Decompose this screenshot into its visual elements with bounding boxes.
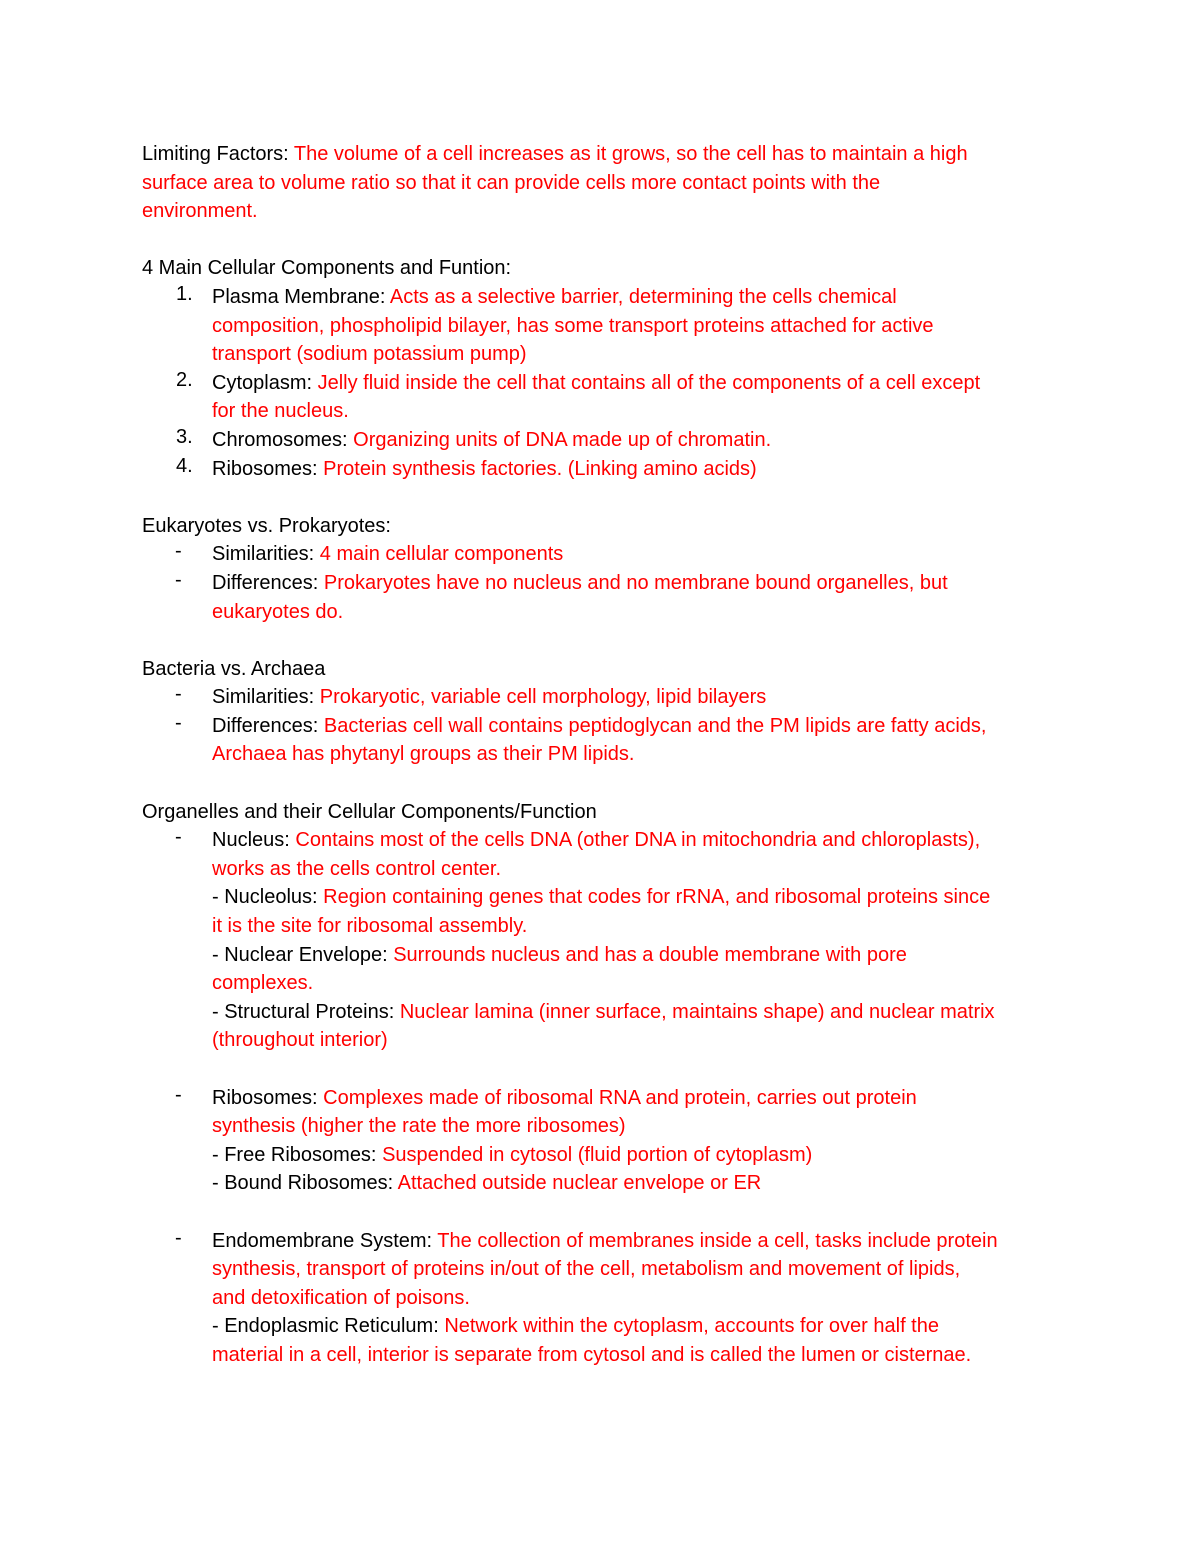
sub-label: - Endoplasmic Reticulum: [212,1315,445,1338]
item-label: Ribosomes: [212,457,324,480]
list-item-ribosomes [142,1084,1082,1198]
sub-label: - Nucleolus: [212,886,324,909]
organelles-heading: Organelles and their Cellular Components/Function [142,800,597,823]
item-text: Complexes made of ribosomal RNA and protein, carries out protein [323,1086,917,1109]
item-label: Chromosomes: [212,428,354,451]
dash-bullet: - [175,540,182,563]
dash-bullet: - [175,826,182,849]
list-item-nucleus [142,826,1082,1055]
dash-bullet: - [175,1226,182,1249]
item-text: Archaea has phytanyl groups as their PM lipids. [212,743,635,766]
item-text: Jelly fluid inside the cell that contains all of the components of a cell except [317,371,981,394]
sub-text: it is the site for ribosomal assembly. [212,915,528,938]
document-page [142,140,1082,1370]
sub-label: - Nuclear Envelope: [212,943,394,966]
sub-text: Suspended in cytosol (fluid portion of cytoplasm) [382,1143,813,1166]
item-text: works as the cells control center. [212,857,502,880]
item-label: Differences: [212,714,324,737]
list-number: 2. [176,368,193,391]
item-label: Nucleus: [212,829,296,852]
item-text: Organizing units of DNA made up of chromatin. [353,428,772,451]
list-item [142,540,1082,569]
list-item [142,426,1082,455]
item-label: Differences: [212,571,324,594]
limiting-factors-line-1 [142,140,1082,169]
sub-label: - Bound Ribosomes: [212,1172,398,1195]
list-item [142,283,1082,369]
item-text: 4 main cellular components [319,543,564,566]
list-item-endomembrane [142,1227,1082,1370]
item-text: Prokaryotic, variable cell morphology, lipid bilayers [319,686,767,709]
item-text: synthesis, transport of proteins in/out of the cell, metabolism and movement of lipids, [212,1258,961,1281]
item-text: composition, phospholipid bilayer, has some transport proteins attached for active [212,314,934,337]
limiting-factors-line-3: environment. [142,200,258,223]
list-item [142,569,1082,626]
item-text: and detoxification of poisons. [212,1286,470,1309]
limiting-factors-line-2: surface area to volume ratio so that it can provide cells more contact points with the [142,171,881,194]
item-label: Similarities: [212,543,320,566]
bacteria-heading: Bacteria vs. Archaea [142,657,326,680]
list-item [142,369,1082,426]
item-text: Acts as a selective barrier, determining the cells chemical [389,285,897,308]
item-label: Ribosomes: [212,1086,324,1109]
dash-bullet: - [175,1083,182,1106]
item-label: Endomembrane System: [212,1229,438,1252]
components-heading: 4 Main Cellular Components and Funtion: [142,257,512,280]
eukaryotes-heading: Eukaryotes vs. Prokaryotes: [142,514,391,537]
item-text: Protein synthesis factories. (Linking amino acids) [323,457,757,480]
list-item [142,712,1082,769]
sub-text: Nuclear lamina (inner surface, maintains shape) and nuclear matrix [399,1000,995,1023]
item-text: synthesis (higher the rate the more ribosomes) [212,1115,626,1138]
limiting-factors-label: Limiting Factors: [142,143,294,165]
item-text: Bacterias cell wall contains peptidoglycan and the PM lipids are fatty acids, [323,714,987,737]
sub-text: complexes. [212,972,314,995]
item-text: for the nucleus. [212,400,349,423]
item-text: Contains most of the cells DNA (other DNA in mitochondria and chloroplasts), [295,829,981,852]
dash-bullet: - [175,711,182,734]
limiting-factors-text: The volume of a cell increases as it grows, so the cell has to maintain a high [293,143,968,165]
list-number: 4. [176,454,193,477]
list-number: 1. [176,282,193,305]
list-item [142,455,1082,484]
item-label: Cytoplasm: [212,371,318,394]
list-item [142,683,1082,712]
item-label: Plasma Membrane: [212,285,390,308]
sub-text: Network within the cytoplasm, accounts for over half the [444,1315,939,1338]
item-label: Similarities: [212,686,320,709]
dash-bullet: - [175,568,182,591]
item-text: transport (sodium potassium pump) [212,343,527,366]
sub-label: - Structural Proteins: [212,1000,400,1023]
dash-bullet: - [175,683,182,706]
list-number: 3. [176,425,193,448]
sub-text: Surrounds nucleus and has a double membrane with pore [393,943,907,966]
item-text: Prokaryotes have no nucleus and no membrane bound organelles, but [323,571,948,594]
sub-text: Attached outside nuclear envelope or ER [397,1172,762,1195]
sub-text: material in a cell, interior is separate from cytosol and is called the lumen or cisternae. [212,1343,972,1366]
sub-text: Region containing genes that codes for rRNA, and ribosomal proteins since [323,886,991,909]
sub-text: (throughout interior) [212,1029,388,1052]
sub-label: - Free Ribosomes: [212,1143,383,1166]
item-text: The collection of membranes inside a cell, tasks include protein [437,1229,998,1252]
item-text: eukaryotes do. [212,600,344,623]
